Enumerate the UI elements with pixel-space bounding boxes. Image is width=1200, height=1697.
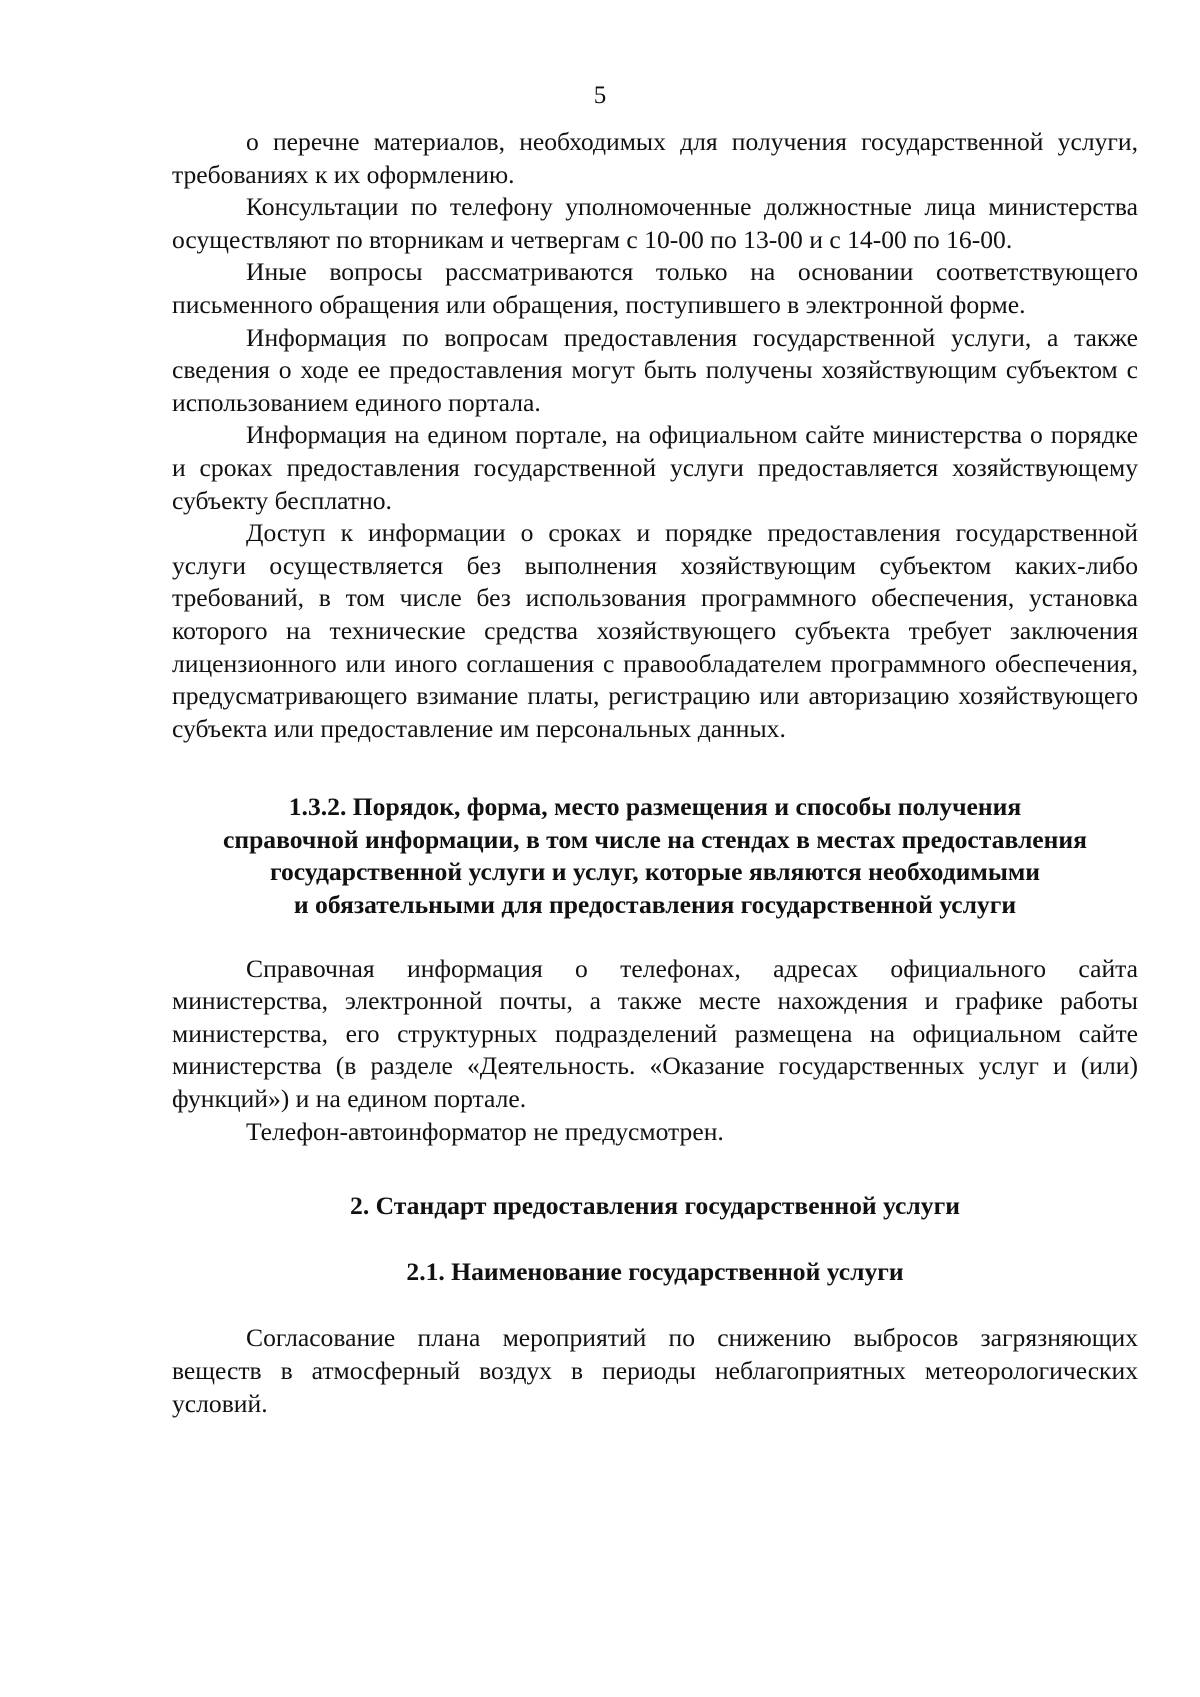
- paragraph: о перечне материалов, необходимых для получения государственной услуги, требованиях к их оформлению.: [172, 127, 1138, 189]
- section-heading-1-3-2: [172, 791, 1138, 921]
- page-number: 5: [593, 82, 607, 109]
- paragraph: Консультации по телефону уполномоченные должностные лица министерства осуществляют по вторникам и четвергам с 10-00 по 13-00 и с 14-00 по 16-00.: [172, 192, 1138, 254]
- page-body: [172, 126, 1138, 1420]
- paragraph: Доступ к информации о сроках и порядке предоставления государственной услуги осуществляется без выполнения хозяйствующим субъектом каких-либо требований, в том числе без использования программного обеспечения, установка которого на технические средства хозяйствующего субъекта требует заключения лицензионного или иного соглашения с правообладателем программного обеспечения, предусматривающего взимание платы, регистрацию или авторизацию хозяйствующего субъекта или предоставление им персональных данных.: [172, 518, 1138, 743]
- heading-line: и обязательными для предоставления государственной услуги: [293, 890, 1017, 920]
- section-heading-2: 2. Стандарт предоставления государственной услуги: [350, 1191, 960, 1221]
- paragraph: Согласование плана мероприятий по снижению выбросов загрязняющих веществ в атмосферный воздух в периоды неблагоприятных метеорологических условий.: [172, 1323, 1138, 1418]
- paragraph: Справочная информация о телефонах, адресах официального сайта министерства, электронной почты, а также месте нахождения и графике работы министерства, его структурных подразделений размещена на официальном сайте министерства (в разделе «Деятельность. «Оказание государственных услуг и (или) функций») и на едином портале.: [172, 953, 1138, 1114]
- heading-line: государственной услуги и услуг, которые являются необходимыми: [269, 857, 1041, 887]
- section-heading-2-1: 2.1. Наименование государственной услуги: [406, 1256, 904, 1286]
- paragraph: Информация по вопросам предоставления государственной услуги, а также сведения о ходе ее предоставления могут быть получены хозяйствующим субъектом с использованием единого портала.: [172, 322, 1138, 417]
- paragraph: Информация на едином портале, на официальном сайте министерства о порядке и сроках предоставления государственной услуги предоставляется хозяйствующему субъекту бесплатно.: [172, 420, 1138, 515]
- paragraph: Иные вопросы рассматриваются только на основании соответствующего письменного обращения или обращения, поступившего в электронной форме.: [172, 257, 1138, 319]
- heading-line: справочной информации, в том числе на стендах в местах предоставления: [222, 824, 1088, 854]
- heading-line: 1.3.2. Порядок, форма, место размещения и способы получения: [288, 792, 1022, 822]
- paragraph: Телефон-автоинформатор не предусмотрен.: [246, 1116, 724, 1146]
